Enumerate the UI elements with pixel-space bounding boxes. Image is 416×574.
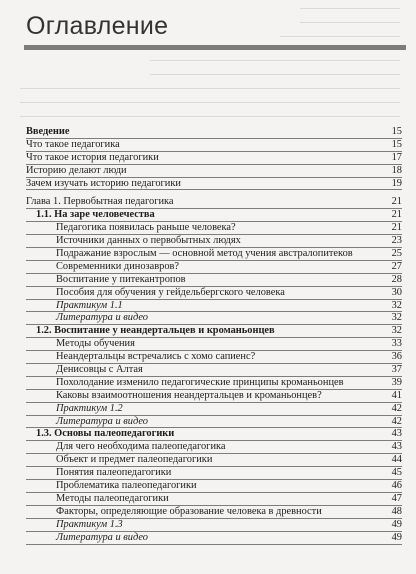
toc-entry-page: 17 (391, 151, 402, 163)
toc-entry-label: Практикум 1.2 (56, 402, 123, 414)
toc-entry[interactable] (26, 493, 402, 506)
toc-entry[interactable] (26, 390, 402, 403)
toc-entry-label: Понятия палеопедагогики (56, 467, 172, 479)
toc-entry[interactable] (26, 178, 402, 191)
toc-entry-page: 36 (391, 351, 402, 363)
toc-entry-label: Литература и видео (56, 312, 148, 324)
toc-entry-label: Литература и видео (56, 415, 148, 427)
toc-entry-page: 30 (391, 286, 402, 298)
toc-entry[interactable] (26, 300, 402, 313)
toc-entry-page: 48 (391, 505, 402, 517)
toc-entry[interactable] (26, 287, 402, 300)
toc-entry-label: Методы обучения (56, 338, 135, 350)
toc-entry[interactable] (26, 139, 402, 152)
toc-entry-page: 15 (391, 138, 402, 150)
toc-entry[interactable] (26, 532, 402, 545)
page-header (26, 10, 406, 50)
table-of-contents (26, 126, 402, 545)
toc-entry[interactable] (26, 325, 402, 338)
toc-entry-page: 44 (391, 454, 402, 466)
toc-entry[interactable] (26, 196, 402, 209)
toc-entry-page: 19 (391, 177, 402, 189)
toc-entry[interactable] (26, 165, 402, 178)
toc-entry[interactable] (26, 274, 402, 287)
toc-entry-page: 46 (391, 480, 402, 492)
toc-entry[interactable] (26, 312, 402, 325)
toc-entry[interactable] (26, 519, 402, 532)
toc-entry-page: 49 (391, 518, 402, 530)
toc-entry-label: Методы палеопедагогики (56, 492, 169, 504)
toc-entry[interactable] (26, 261, 402, 274)
toc-entry-label: Что такое история педагогики (26, 151, 159, 163)
toc-entry-underline (26, 189, 402, 190)
toc-entry-label: 1.3. Основы палеопедагогики (36, 428, 175, 440)
toc-entry[interactable] (26, 480, 402, 493)
toc-entry-page: 28 (391, 273, 402, 285)
toc-entry-page: 47 (391, 492, 402, 504)
toc-entry[interactable] (26, 235, 402, 248)
toc-entry-page: 39 (391, 376, 402, 388)
toc-entry-page: 32 (391, 325, 402, 337)
toc-entry-label: Денисовцы с Алтая (56, 364, 143, 376)
toc-entry-page: 41 (391, 389, 402, 401)
toc-entry[interactable] (26, 338, 402, 351)
toc-entry[interactable] (26, 351, 402, 364)
toc-entry-label: 1.1. На заре человечества (36, 209, 155, 221)
toc-entry-label: Педагогика появилась раньше человека? (56, 222, 236, 234)
toc-entry[interactable] (26, 222, 402, 235)
toc-entry-page: 32 (391, 312, 402, 324)
toc-entry-label: Зачем изучать историю педагогики (26, 177, 181, 189)
toc-entry-page: 18 (391, 164, 402, 176)
toc-entry-page: 49 (391, 531, 402, 543)
toc-entry-page: 25 (391, 248, 402, 259)
toc-entry-label: Объект и предмет палеопедагогики (56, 454, 213, 466)
toc-entry-page: 21 (391, 209, 402, 221)
toc-entry-label: Практикум 1.1 (56, 299, 123, 311)
toc-entry-page: 21 (391, 222, 402, 234)
toc-entry-label: 1.2. Воспитание у неандертальцев и кроманьонцев (36, 325, 275, 337)
toc-entry-page: 23 (391, 235, 402, 247)
toc-entry-label: Факторы, определяющие образование человека в древности (56, 505, 322, 517)
toc-entry-label: Похолодание изменило педагогические принципы кроманьонцев (56, 376, 344, 388)
toc-entry[interactable] (26, 209, 402, 222)
toc-entry-page: 21 (391, 196, 402, 208)
toc-entry[interactable] (26, 454, 402, 467)
toc-entry[interactable] (26, 152, 402, 165)
toc-entry-label: Глава 1. Первобытная педагогика (26, 196, 174, 208)
toc-entry-page: 15 (391, 125, 402, 137)
toc-entry-label: Для чего необходима палеопедагогика (56, 441, 226, 453)
toc-entry-label: Подражание взрослым — основной метод учения австралопитеков (56, 248, 353, 259)
toc-entry-page: 42 (391, 415, 402, 427)
page-title: Оглавление (26, 12, 169, 40)
toc-entry-label: Практикум 1.3 (56, 518, 123, 530)
toc-entry-page: 45 (391, 467, 402, 479)
toc-entry-label: Проблематика палеопедагогики (56, 480, 197, 492)
toc-entry-page: 43 (391, 441, 402, 453)
toc-entry[interactable] (26, 364, 402, 377)
toc-entry[interactable] (26, 506, 402, 519)
toc-entry-page: 43 (391, 428, 402, 440)
toc-entry-label: Каковы взаимоотношения неандертальцев и кроманьонцев? (56, 389, 322, 401)
title-rule (24, 45, 406, 50)
toc-entry[interactable] (26, 377, 402, 390)
toc-entry-page: 33 (391, 338, 402, 350)
toc-entry-label: Что такое педагогика (26, 138, 120, 150)
toc-entry[interactable] (26, 416, 402, 429)
toc-entry-label: Литература и видео (56, 531, 148, 543)
toc-entry-label: Воспитание у питекантропов (56, 273, 186, 285)
toc-entry-page: 27 (391, 260, 402, 272)
toc-entry[interactable] (26, 441, 402, 454)
toc-entry-label: Неандертальцы встречались с хомо сапиенс? (56, 351, 256, 363)
toc-entry-label: Источники данных о первобытных людях (56, 235, 241, 247)
toc-entry[interactable] (26, 467, 402, 480)
toc-entry-label: Введение (26, 125, 70, 137)
toc-entry-page: 37 (391, 364, 402, 376)
toc-entry[interactable] (26, 126, 402, 139)
toc-entry-label: Историю делают люди (26, 164, 127, 176)
toc-entry[interactable] (26, 403, 402, 416)
toc-entry-page: 42 (391, 402, 402, 414)
toc-entry-underline (26, 544, 402, 545)
toc-entry[interactable] (26, 428, 402, 441)
toc-entry[interactable] (26, 248, 402, 261)
toc-entry-page: 32 (391, 299, 402, 311)
toc-entry-label: Пособия для обучения у гейдельбергского человека (56, 286, 285, 298)
toc-entry-label: Современники динозавров? (56, 260, 180, 272)
